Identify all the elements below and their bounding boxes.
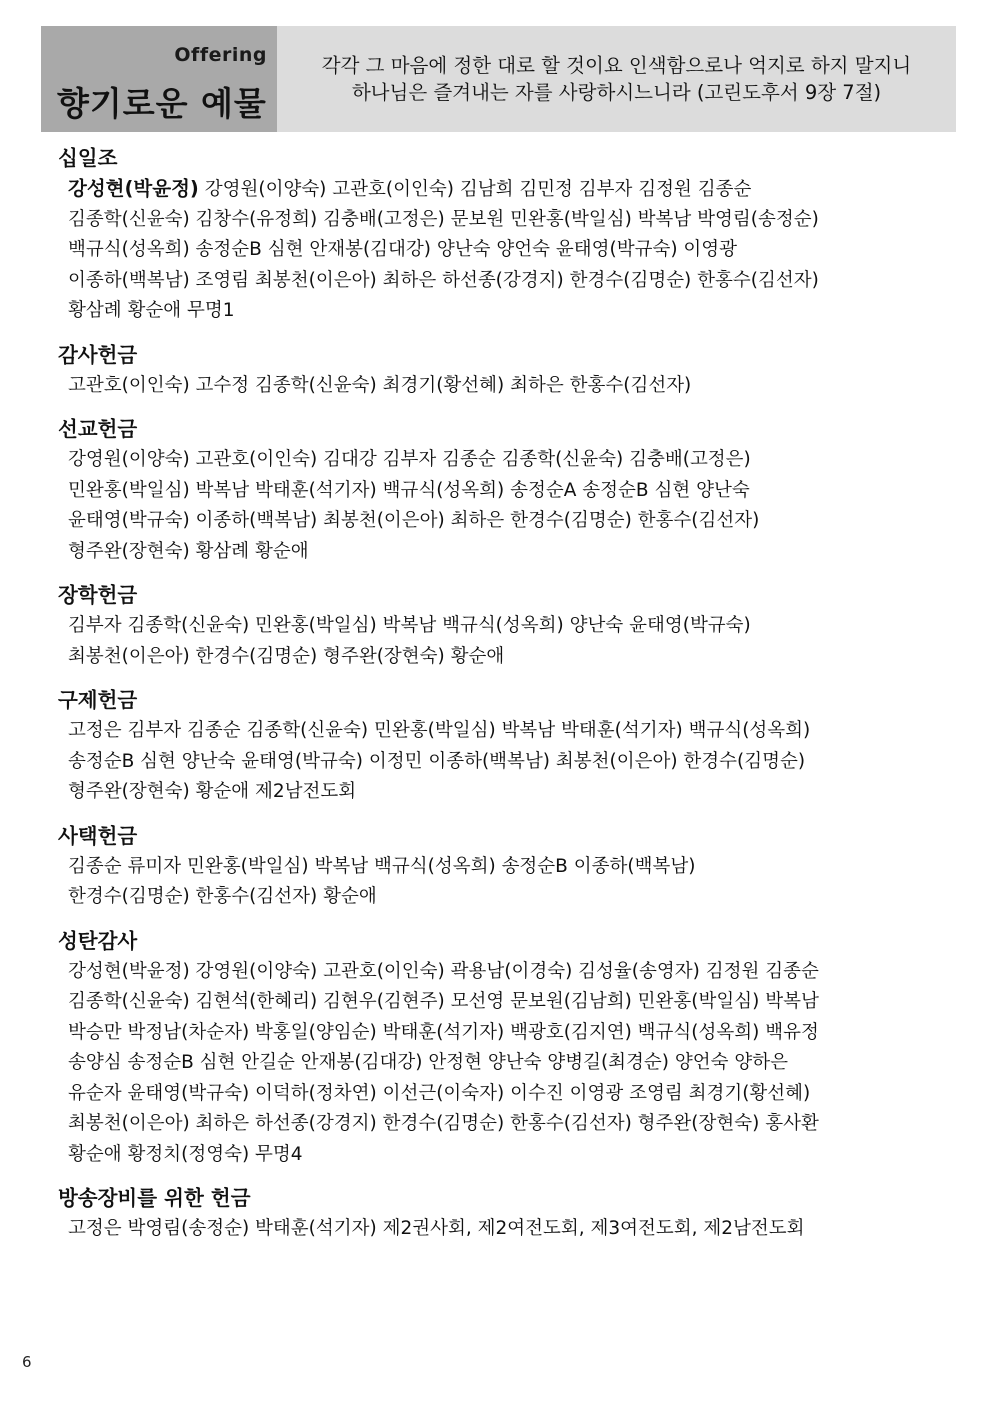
header-verse	[277, 26, 956, 132]
donor-line: 황순애 황정치(정영숙) 무명4	[68, 1143, 303, 1165]
header-title-box	[41, 26, 277, 132]
donor-line: 강성현(박윤정) 강영원(이양숙) 고관호(이인숙) 곽용남(이경숙) 김성율(송영자) 김정원 김종순	[68, 960, 819, 982]
donor-line: 김종순 류미자 민완홍(박일심) 박복남 백규식(성옥희) 송정순B 이종하(백복남)	[68, 855, 696, 877]
donor-line: 황삼례 황순애 무명1	[68, 300, 235, 321]
donor-line: 최봉천(이은아) 한경수(김명순) 형주완(장현숙) 황순애	[68, 645, 505, 667]
section-title: 장학헌금	[58, 583, 138, 607]
verse-line-1: 각각 그 마음에 정한 대로 할 것이요 인색함으로나 억지로 하지 말지니	[321, 54, 912, 77]
header-subtitle: Offering	[174, 44, 267, 66]
section-title: 십일조	[58, 146, 118, 170]
donor-line: 윤태영(박규숙) 이종하(백복남) 최봉천(이은아) 최하은 한경수(김명순) 한홍수(김선자)	[68, 510, 760, 531]
donor-line: 최봉천(이은아) 최하은 하선종(강경지) 한경수(김명순) 한홍수(김선자) 형주완(장현숙) 홍사환	[68, 1113, 819, 1134]
offering-section	[58, 684, 938, 808]
donor-line: 김종학(신윤숙) 김창수(유정희) 김충배(고정은) 문보원 민완홍(박일심) 박복남 박영림(송정순)	[68, 208, 819, 230]
section-title: 방송장비를 위한 헌금	[58, 1186, 251, 1210]
offering-section	[58, 339, 938, 402]
section-title: 감사헌금	[58, 342, 138, 367]
donor-line: 형주완(장현숙) 황삼례 황순애	[68, 540, 309, 562]
donor-line: 박승만 박정남(차순자) 박홍일(양임순) 박태훈(석기자) 백광호(김지연) 백규식(성옥희) 백유정	[68, 1021, 819, 1043]
header-title: 향기로운 예물	[57, 84, 267, 123]
offering-section	[58, 925, 938, 1171]
page-number: 6	[22, 1353, 32, 1371]
donor-line: 송정순B 심현 양난숙 윤태영(박규숙) 이정민 이종하(백복남) 최봉천(이은아) 한경수(김명순)	[68, 750, 806, 772]
offering-section	[58, 1182, 938, 1245]
donor-line: 고정은 김부자 김종순 김종학(신윤숙) 민완홍(박일심) 박복남 박태훈(석기자) 백규식(성옥희)	[68, 720, 811, 741]
offering-section	[58, 142, 938, 327]
donor-line: 형주완(장현숙) 황순애 제2남전도회	[68, 781, 357, 802]
section-title: 사택헌금	[58, 823, 138, 848]
offering-header	[41, 26, 956, 132]
section-title: 선교헌금	[58, 417, 138, 441]
donor-line: 이종하(백복남) 조영림 최봉천(이은아) 최하은 하선종(강경지) 한경수(김명순) 한홍수(김선자)	[68, 269, 819, 291]
donor-line: 김부자 김종학(신윤숙) 민완홍(박일심) 박복남 백규식(성옥희) 양난숙 윤태영(박규숙)	[68, 615, 751, 636]
donor-line: 백규식(성옥희) 송정순B 심현 안재봉(김대강) 양난숙 양언숙 윤태영(박규숙) 이영광	[68, 239, 738, 260]
donor-line: 한경수(김명순) 한홍수(김선자) 황순애	[68, 886, 377, 907]
donor-names: 강영원(이양숙) 고관호(이인숙) 김남희 김민정 김부자 김정원 김종순	[198, 179, 752, 200]
donor-line: 민완홍(박일심) 박복남 박태훈(석기자) 백규식(성옥희) 송정순A 송정순B 심현 양난숙	[68, 479, 750, 501]
verse-line-2: 하나님은 즐겨내는 자를 사랑하시느니라 (고린도후서 9장 7절)	[351, 81, 882, 104]
donor-line: 송양심 송정순B 심현 안길순 안재봉(김대강) 안정현 양난숙 양병길(최경순) 양언숙 양하은	[68, 1052, 788, 1073]
donor-line	[58, 174, 938, 205]
section-title: 구제헌금	[58, 688, 138, 712]
donor-line: 강영원(이양숙) 고관호(이인숙) 김대강 김부자 김종순 김종학(신윤숙) 김충배(고정은)	[68, 449, 751, 470]
offering-section	[58, 820, 938, 913]
highlighted-donor: 강성현(박윤정)	[68, 177, 199, 200]
offering-section	[58, 579, 938, 672]
section-title: 성탄감사	[58, 928, 138, 953]
donor-line: 김종학(신윤숙) 김현석(한혜리) 김현우(김현주) 모선영 문보원(김남희) 민완홍(박일심) 박복남	[68, 991, 819, 1012]
donor-line: 유순자 윤태영(박규숙) 이덕하(정차연) 이선근(이숙자) 이수진 이영광 조영림 최경기(황선혜)	[68, 1082, 811, 1104]
offering-section	[58, 413, 938, 567]
offering-list	[58, 142, 938, 1245]
donor-line: 고정은 박영림(송정순) 박태훈(석기자) 제2권사회, 제2여전도회, 제3여전도회, 제2남전도회	[68, 1218, 805, 1239]
donor-line: 고관호(이인숙) 고수정 김종학(신윤숙) 최경기(황선혜) 최하은 한홍수(김선자)	[68, 374, 692, 396]
